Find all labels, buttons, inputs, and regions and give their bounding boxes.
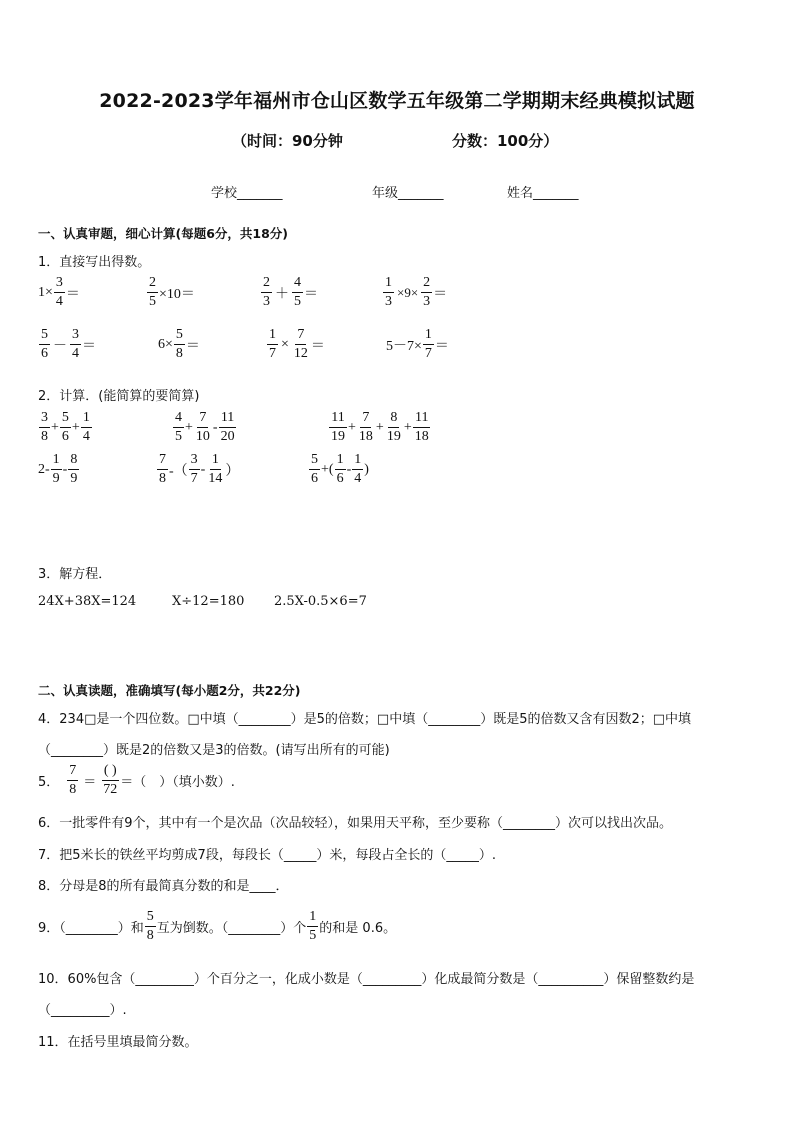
grade-field: 年级_______ — [372, 186, 444, 201]
fraction: $\frac{1}{5}$ — [309, 909, 317, 943]
calc-item: 5－7× $\frac{1}{7}$ ＝ — [386, 327, 449, 361]
calc-item: $\frac{2}{5}$ ×10＝ — [149, 275, 195, 309]
fraction: $\frac{2}{5}$ — [149, 275, 156, 309]
fraction: $\frac{1}{4}$ — [354, 452, 362, 486]
fraction: $\frac{1}{7}$ — [269, 327, 276, 361]
question-4-line-1: 4．234□是一个四位数。□中填（________）是5的倍数；□中填（________）既是5的倍数又含有因数2；□中填 — [38, 712, 692, 727]
fraction: $\frac{1}{14}$ — [208, 452, 223, 486]
calc-item: $\frac{2}{3}$ ＋ $\frac{4}{5}$ ＝ — [263, 275, 318, 309]
calc-item: 6× $\frac{5}{8}$ ＝ — [158, 327, 200, 361]
calc-expression: $\frac{5}{6}$ +( $\frac{1}{6}$ - $\frac{1}{4}$ ) — [311, 452, 369, 486]
fraction: $\frac{4}{5}$ — [294, 275, 301, 309]
fraction: $\frac{( )}{72}$ — [103, 763, 118, 797]
exam-score: 分数：100分） — [452, 132, 559, 150]
question-6: 6．一批零件有9个，其中有一个是次品（次品较轻），如果用天平称，至少要称（________）次可以找出次品。 — [38, 816, 673, 831]
question-10-line-2: （_________）. — [38, 1003, 127, 1018]
fraction: $\frac{7}{8}$ — [69, 763, 77, 797]
section-2-title: 二、认真读题，准确填写(每小题2分，共22分) — [38, 683, 301, 698]
fraction: $\frac{7}{18}$ — [358, 410, 373, 444]
fraction: $\frac{3}{4}$ — [55, 275, 63, 309]
fraction: $\frac{7}{8}$ — [159, 452, 166, 486]
fraction: $\frac{2}{3}$ — [263, 275, 270, 309]
section-1-title: 一、认真审题，细心计算(每题6分，共18分) — [38, 226, 289, 241]
question-7: 7．把5米长的铁丝平均剪成7段，每段长（_____）米，每段占全长的（_____）. — [38, 848, 496, 863]
fraction: $\frac{11}{19}$ — [331, 410, 345, 444]
page-title: 2022-2023学年福州市仓山区数学五年级第二学期期末经典模拟试题 — [99, 90, 695, 112]
fraction: $\frac{7}{12}$ — [293, 327, 308, 361]
fraction: $\frac{1}{3}$ — [385, 275, 392, 309]
calc-expression: 2- $\frac{1}{9}$ - $\frac{8}{9}$ — [38, 452, 78, 486]
calc-item: $\frac{1}{3}$ ×9× $\frac{2}{3}$ ＝ — [385, 275, 448, 309]
name-field: 姓名_______ — [507, 186, 579, 201]
fraction: $\frac{3}{8}$ — [41, 410, 48, 444]
fraction: $\frac{3}{7}$ — [190, 452, 198, 486]
fraction: $\frac{4}{5}$ — [175, 410, 182, 444]
question-9: 9．（________）和 $\frac{5}{8}$ 互为倒数。（________）个 $\frac{1}{5}$ 的和是 0.6。 — [38, 909, 397, 943]
fraction: $\frac{1}{9}$ — [52, 452, 60, 486]
equation: 2.5X-0.5×6=7 — [274, 594, 367, 609]
fraction: $\frac{5}{6}$ — [41, 327, 48, 361]
fraction: $\frac{5}{8}$ — [175, 327, 183, 361]
fraction: $\frac{1}{7}$ — [424, 327, 432, 361]
question-2-label: 2．计算．(能简算的要简算) — [38, 389, 200, 404]
calc-expression: $\frac{11}{19}$ + $\frac{7}{18}$ + $\frac{8}{19}$ + $\frac{11}{18}$ — [331, 410, 429, 444]
fraction: $\frac{5}{8}$ — [146, 909, 154, 943]
question-5: 5． $\frac{7}{8}$ ＝ $\frac{( )}{72}$ ＝（ ）（填小数）. — [38, 763, 235, 797]
question-3-label: 3．解方程． — [38, 567, 112, 582]
fraction: $\frac{11}{18}$ — [414, 410, 429, 444]
calc-item: $\frac{1}{7}$ × $\frac{7}{12}$ ＝ — [269, 327, 325, 361]
fraction: $\frac{2}{3}$ — [423, 275, 431, 309]
question-1-label: 1．直接写出得数。 — [38, 255, 151, 270]
fraction: $\frac{8}{9}$ — [70, 452, 78, 486]
equation: X÷12=180 — [172, 594, 245, 609]
fraction: $\frac{3}{4}$ — [72, 327, 79, 361]
calc-expression: $\frac{3}{8}$ + $\frac{5}{6}$ + $\frac{1}{4}$ — [41, 410, 90, 444]
fraction: $\frac{5}{6}$ — [61, 410, 69, 444]
fraction: $\frac{1}{4}$ — [82, 410, 90, 444]
question-10-line-1: 10．60%包含（_________）个百分之一，化成小数是（_________）化成最简分数是（__________）保留整数约是 — [38, 972, 695, 987]
question-8: 8．分母是8的所有最简真分数的和是____． — [38, 879, 289, 894]
fraction: $\frac{7}{10}$ — [195, 410, 210, 444]
fraction: $\frac{8}{19}$ — [386, 410, 401, 444]
equation: 24X+38X=124 — [38, 594, 137, 609]
fraction: $\frac{5}{6}$ — [311, 452, 318, 486]
exam-time: （时间：90分钟 — [232, 132, 343, 150]
calc-item: 1× $\frac{3}{4}$ ＝ — [38, 275, 80, 309]
fraction: $\frac{1}{6}$ — [336, 452, 344, 486]
calc-expression: $\frac{4}{5}$ + $\frac{7}{10}$ - $\frac{11}{20}$ — [175, 410, 235, 444]
fraction: $\frac{11}{20}$ — [220, 410, 235, 444]
school-field: 学校_______ — [211, 186, 283, 201]
question-11: 11．在括号里填最简分数。 — [38, 1035, 198, 1050]
question-4-line-2: （________）既是2的倍数又是3的倍数。(请写出所有的可能) — [38, 743, 390, 758]
calc-expression: $\frac{7}{8}$ -（ $\frac{3}{7}$ - $\frac{1}{14}$ ） — [159, 452, 240, 486]
calc-item: $\frac{5}{6}$ － $\frac{3}{4}$ ＝ — [41, 327, 96, 361]
